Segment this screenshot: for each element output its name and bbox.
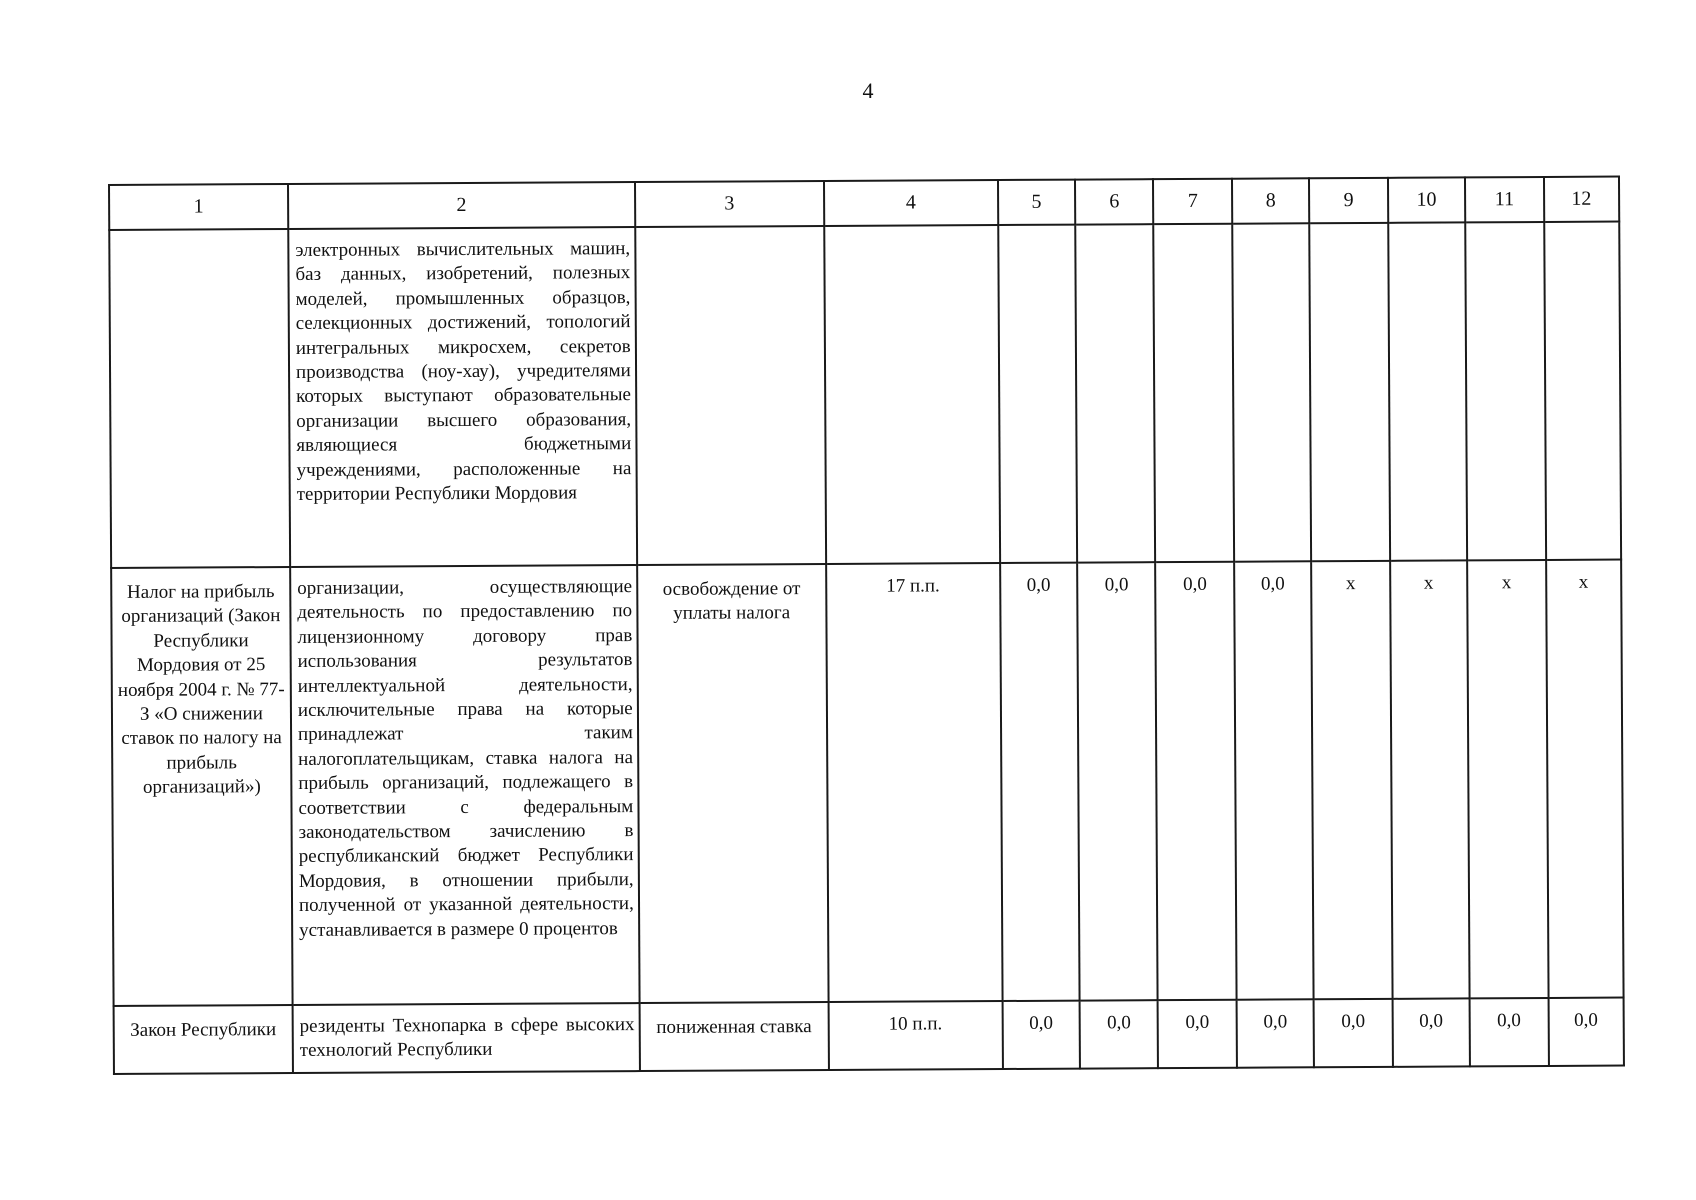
value-cell: x xyxy=(1546,560,1624,998)
category-text: резиденты Технопарка в сфере высоких технологий Республики xyxy=(299,1014,635,1062)
column-header-4: 4 xyxy=(824,180,998,226)
column-header-9: 9 xyxy=(1309,178,1388,223)
benefit-type-text xyxy=(636,227,823,240)
category-text: организации, осуществляющие деятельность по предоставлению по лицензионному договору прав использования результатов интеллектуальной деятельности, исключительные права на которые принадлежат таким налогоплательщикам, ставка налога на прибыль организаций, подлежащего в соответствии с федеральным законодательством зачислению в республиканский бюджет Республики Мордовия, в отношении прибыли, полученной от указанной деятельности, устанавливается в размере 0 процентов xyxy=(297,576,634,941)
column-header-11: 11 xyxy=(1465,177,1544,222)
value-cell: 0,0 xyxy=(1392,998,1470,1066)
table-row xyxy=(109,222,1621,568)
value-cell xyxy=(1154,224,1234,562)
value-cell: 0,0 xyxy=(1236,999,1314,1067)
row-category-cell xyxy=(293,1003,640,1073)
rate-text xyxy=(825,226,997,237)
column-header-2: 2 xyxy=(288,182,635,229)
value-cell xyxy=(998,225,1077,563)
table-row xyxy=(111,560,1623,1006)
value-cell xyxy=(1232,223,1311,561)
column-header-10: 10 xyxy=(1388,177,1466,222)
tax-benefits-table xyxy=(108,176,1625,1075)
value-cell: x xyxy=(1311,561,1392,999)
value-cell: 0,0 xyxy=(1234,561,1314,999)
column-header-12: 12 xyxy=(1543,177,1619,222)
value-cell: 0,0 xyxy=(1000,563,1080,1001)
rate-text: 17 п.п. xyxy=(886,575,940,597)
value-cell: 0,0 xyxy=(1470,998,1549,1066)
column-header-6: 6 xyxy=(1075,179,1154,224)
row-category-cell xyxy=(288,227,637,567)
benefit-type-text: освобождение от уплаты налога xyxy=(662,578,801,625)
tax-name-text: Закон Республики xyxy=(130,1019,277,1041)
column-header-7: 7 xyxy=(1153,179,1232,224)
row-rate-cell xyxy=(828,1001,1002,1070)
row-rate-cell xyxy=(826,563,1002,1002)
row-benefit-type-cell xyxy=(637,564,828,1003)
value-cell: 0,0 xyxy=(1158,1000,1237,1068)
tax-name-text xyxy=(110,230,287,247)
benefit-type-text: пониженная ставка xyxy=(656,1016,812,1038)
category-text: электронных вычислительных машин, баз данных, изобретений, полезных моделей, промышленных образцов, селекционных достижений, топологий интегральных микросхем, секретов производства (ноу-хау), учредителями которых выступают образовательные организации высшего образования, являющиеся бюджетными учреждениями, расположенные на территории Республики Мордовия xyxy=(295,238,632,506)
value-cell: 0,0 xyxy=(1080,1000,1159,1068)
row-rate-cell xyxy=(824,225,1000,564)
value-cell: 0,0 xyxy=(1314,999,1393,1067)
column-header-1: 1 xyxy=(109,184,288,230)
row-tax-name-cell xyxy=(109,229,290,568)
value-cell xyxy=(1310,223,1390,561)
page-number: 4 xyxy=(862,78,874,103)
table-row xyxy=(114,998,1624,1074)
value-cell: x xyxy=(1467,560,1548,998)
value-cell xyxy=(1075,224,1155,562)
rate-text: 10 п.п. xyxy=(888,1013,943,1035)
value-cell xyxy=(1544,222,1621,560)
row-category-cell xyxy=(290,565,639,1005)
value-cell: 0,0 xyxy=(1077,562,1158,1000)
row-tax-name-cell xyxy=(114,1005,293,1074)
row-tax-name-cell xyxy=(111,567,292,1006)
column-header-3: 3 xyxy=(635,181,824,227)
column-header-5: 5 xyxy=(998,180,1076,225)
value-cell: 0,0 xyxy=(1002,1001,1080,1069)
column-header-8: 8 xyxy=(1232,178,1310,223)
value-cell: 0,0 xyxy=(1156,562,1237,1000)
row-benefit-type-cell xyxy=(635,226,826,565)
value-cell xyxy=(1465,222,1545,560)
value-cell: 0,0 xyxy=(1548,998,1624,1066)
row-benefit-type-cell xyxy=(639,1002,828,1071)
value-cell: x xyxy=(1390,560,1470,998)
value-cell xyxy=(1388,222,1467,560)
tax-name-text: Налог на прибыль организаций (Закон Республики Мордовия от 25 ноября 2004 г. № 77-З «О снижении ставок по налогу на прибыль организаций») xyxy=(117,581,285,799)
